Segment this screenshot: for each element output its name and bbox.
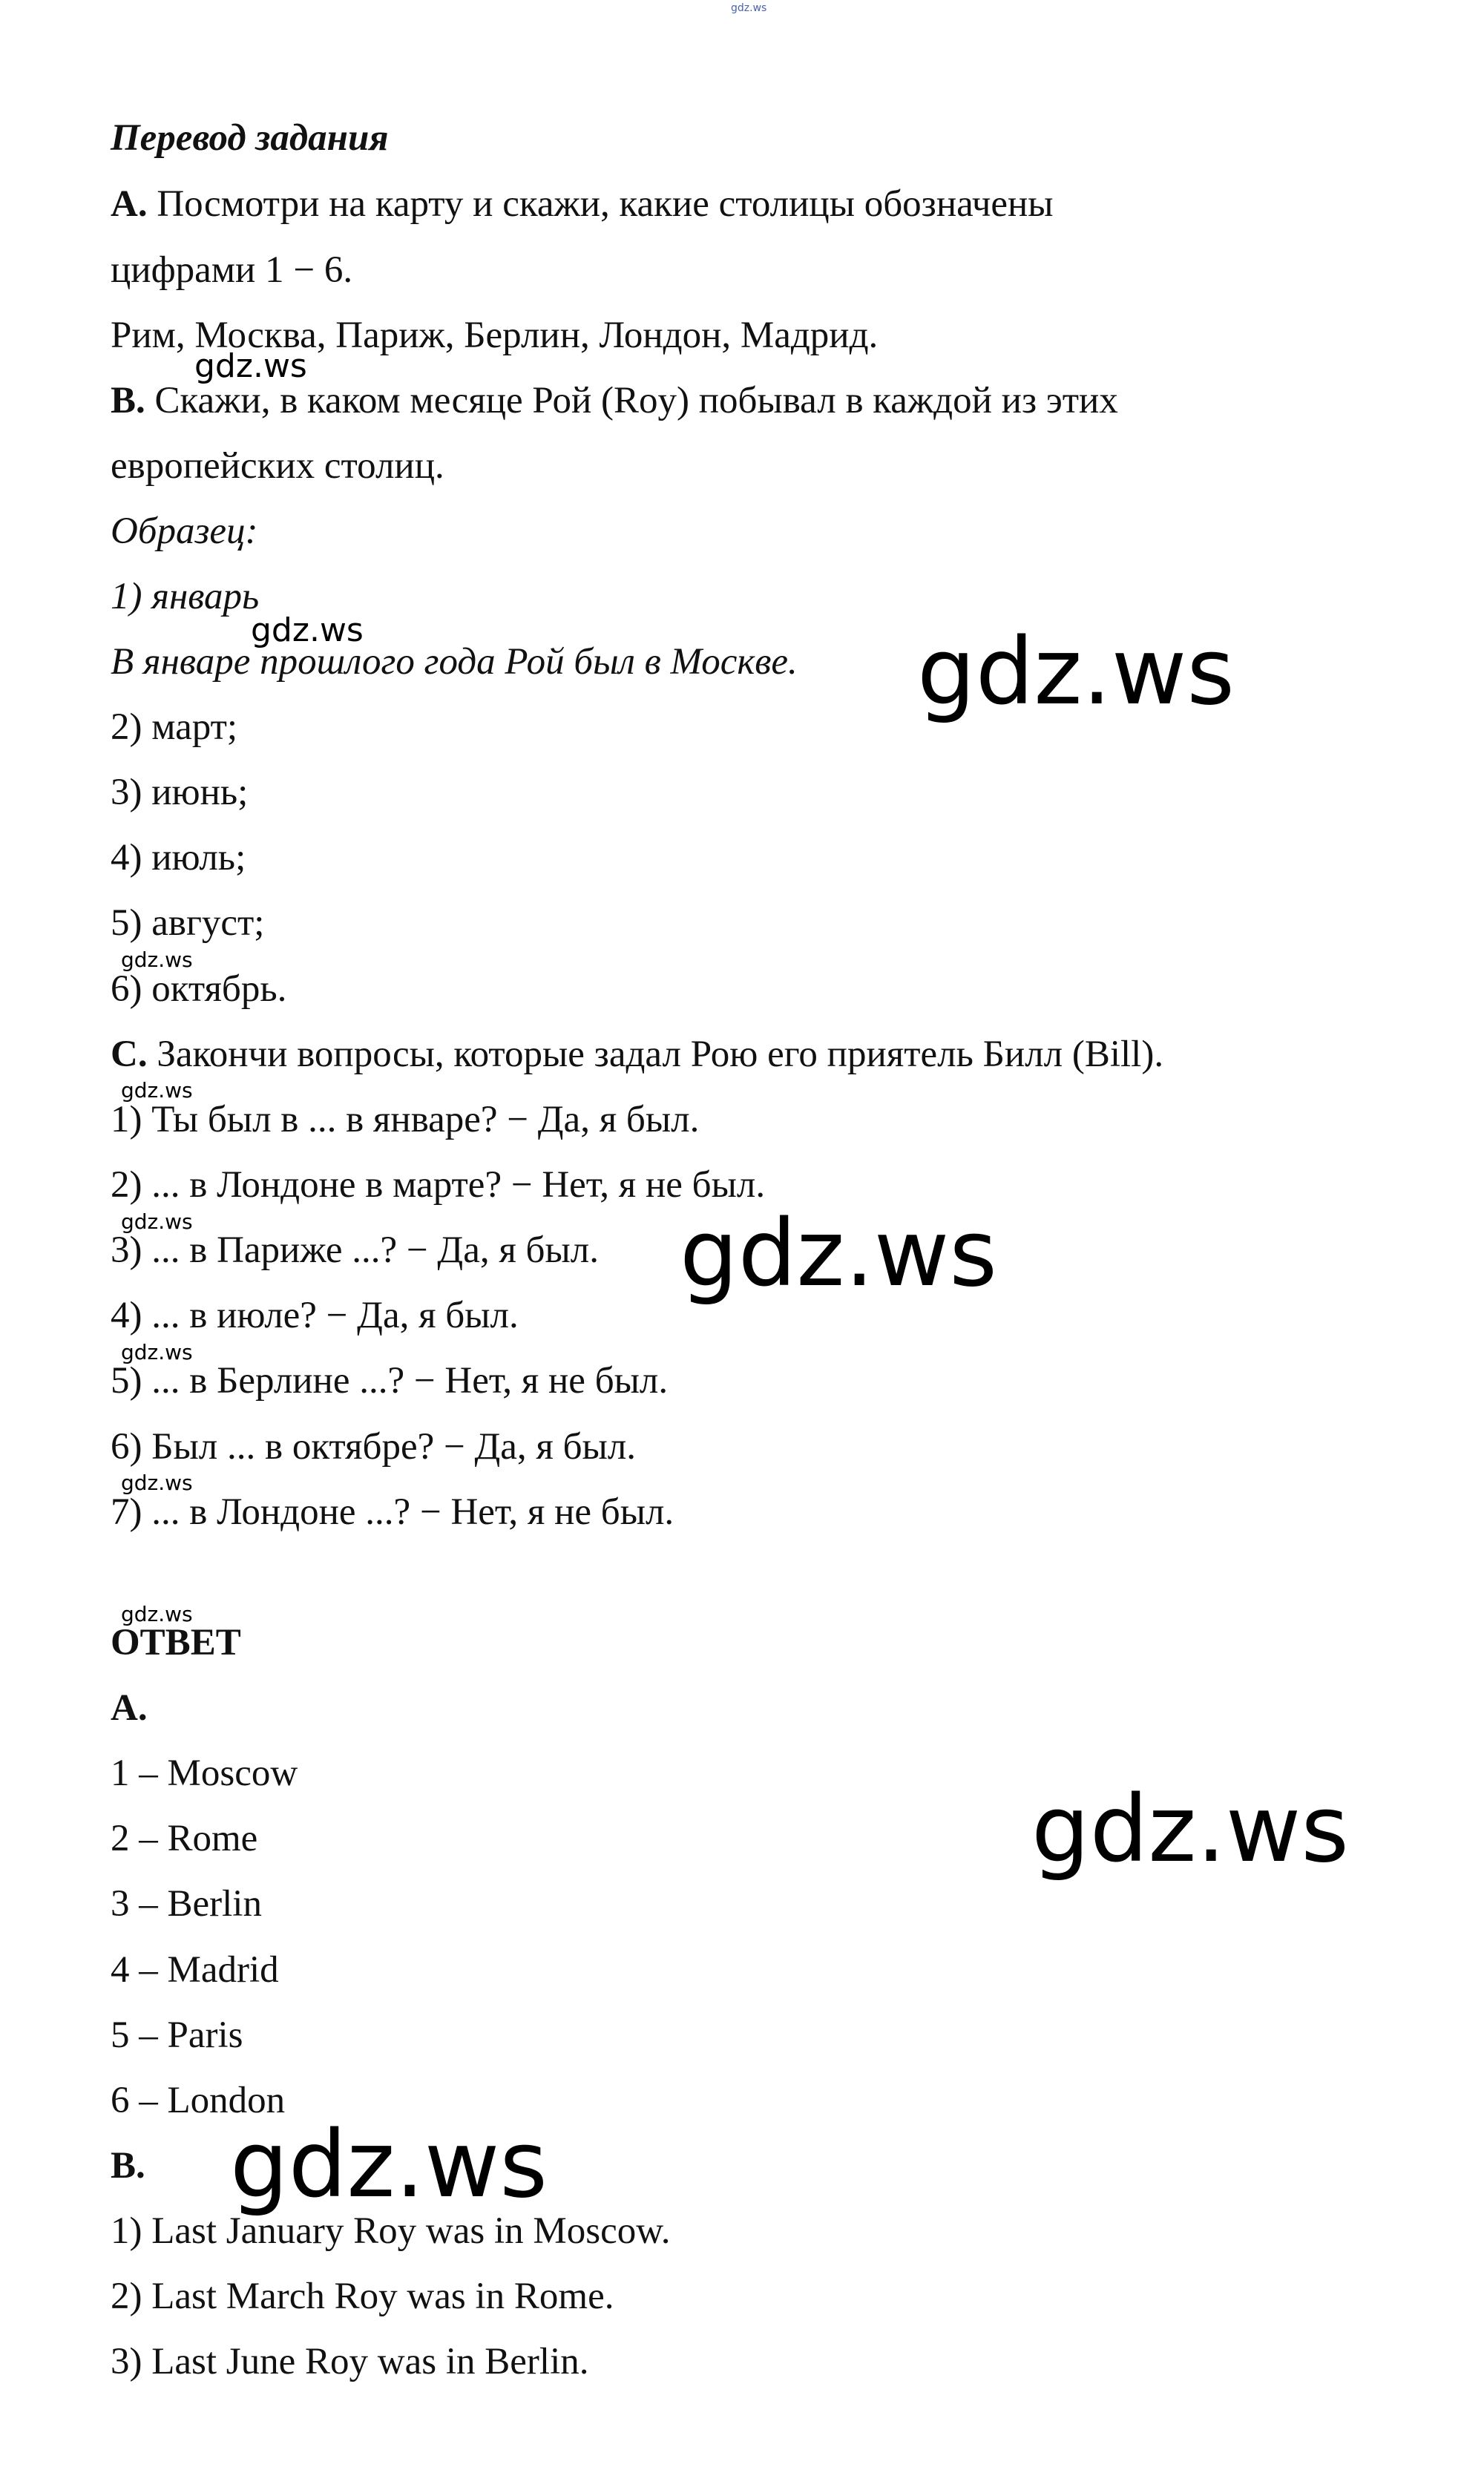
watermark-big: gdz.ws — [1031, 1776, 1349, 1883]
watermark-small: gdz.ws — [121, 1602, 193, 1626]
month-item: 5) август; — [111, 902, 265, 944]
task-a-line2: цифрами 1 − 6. — [111, 249, 353, 291]
translation-heading: Перевод задания — [111, 117, 389, 159]
watermark-big: gdz.ws — [917, 619, 1235, 726]
task-c-label: C. — [111, 1034, 148, 1075]
task-b-label: B. — [111, 380, 145, 421]
month-item: 4) июль; — [111, 837, 246, 878]
answer-b-label: B. — [111, 2145, 145, 2187]
question-item: 7) ... в Лондоне ...? − Нет, я не был. — [111, 1491, 674, 1533]
question-item: 3) ... в Париже ...? − Да, я был. — [111, 1229, 599, 1271]
watermark-small: gdz.ws — [121, 947, 193, 972]
answer-a-item: 5 – Paris — [111, 2014, 243, 2056]
month-item: 6) октябрь. — [111, 968, 287, 1010]
question-item: 2) ... в Лондоне в марте? − Нет, я не был. — [111, 1164, 766, 1206]
watermark-small: gdz.ws — [121, 1340, 193, 1364]
watermark-mid: gdz.ws — [251, 611, 364, 649]
watermark-small: gdz.ws — [121, 1078, 193, 1103]
watermark-mid: gdz.ws — [194, 347, 307, 385]
question-item: 1) Ты был в ... в январе? − Да, я был. — [111, 1099, 700, 1140]
task-b-line2: европейских столиц. — [111, 445, 444, 487]
task-a-text: Посмотри на карту и скажи, какие столицы обозначены — [147, 183, 1054, 225]
watermark-small: gdz.ws — [121, 1209, 193, 1234]
answer-b-item: 1) Last January Roy was in Moscow. — [111, 2210, 671, 2252]
answer-b-item: 3) Last June Roy was in Berlin. — [111, 2341, 589, 2382]
watermark-big: gdz.ws — [230, 2112, 548, 2218]
month-item: 3) июнь; — [111, 772, 249, 813]
question-item: 5) ... в Берлине ...? − Нет, я не был. — [111, 1360, 669, 1402]
question-item: 6) Был ... в октябре? − Да, я был. — [111, 1426, 637, 1468]
task-a-line1 — [111, 182, 1054, 226]
task-b-text: Скажи, в каком месяце Рой (Roy) побывал в каждой из этих — [145, 380, 1118, 421]
task-c-line — [111, 1032, 1163, 1077]
answer-a-item: 6 – London — [111, 2080, 286, 2121]
answer-a-item: 2 – Rome — [111, 1818, 258, 1859]
watermark-top: gdz.ws — [731, 2, 767, 14]
answer-b-item: 2) Last March Roy was in Rome. — [111, 2276, 614, 2317]
task-b-line1 — [111, 378, 1118, 423]
answer-a-item: 1 – Moscow — [111, 1753, 298, 1794]
sample-item: 1) январь — [111, 576, 260, 617]
sample-sentence: В январе прошлого года Рой был в Москве. — [111, 641, 798, 683]
question-item: 4) ... в июле? − Да, я был. — [111, 1295, 519, 1336]
watermark-big: gdz.ws — [680, 1200, 997, 1307]
answer-heading: ОТВЕТ — [111, 1622, 241, 1663]
answer-a-item: 3 – Berlin — [111, 1883, 262, 1925]
cities-list: Рим, Москва, Париж, Берлин, Лондон, Мадрид. — [111, 315, 879, 356]
sample-label: Образец: — [111, 510, 258, 552]
task-a-label: A. — [111, 183, 148, 225]
answer-a-item: 4 – Madrid — [111, 1949, 279, 1991]
task-c-text: Закончи вопросы, которые задал Рою его приятель Билл (Bill). — [147, 1034, 1164, 1075]
answer-a-label: A. — [111, 1687, 148, 1729]
watermark-small: gdz.ws — [121, 1471, 193, 1495]
month-item: 2) март; — [111, 706, 238, 748]
